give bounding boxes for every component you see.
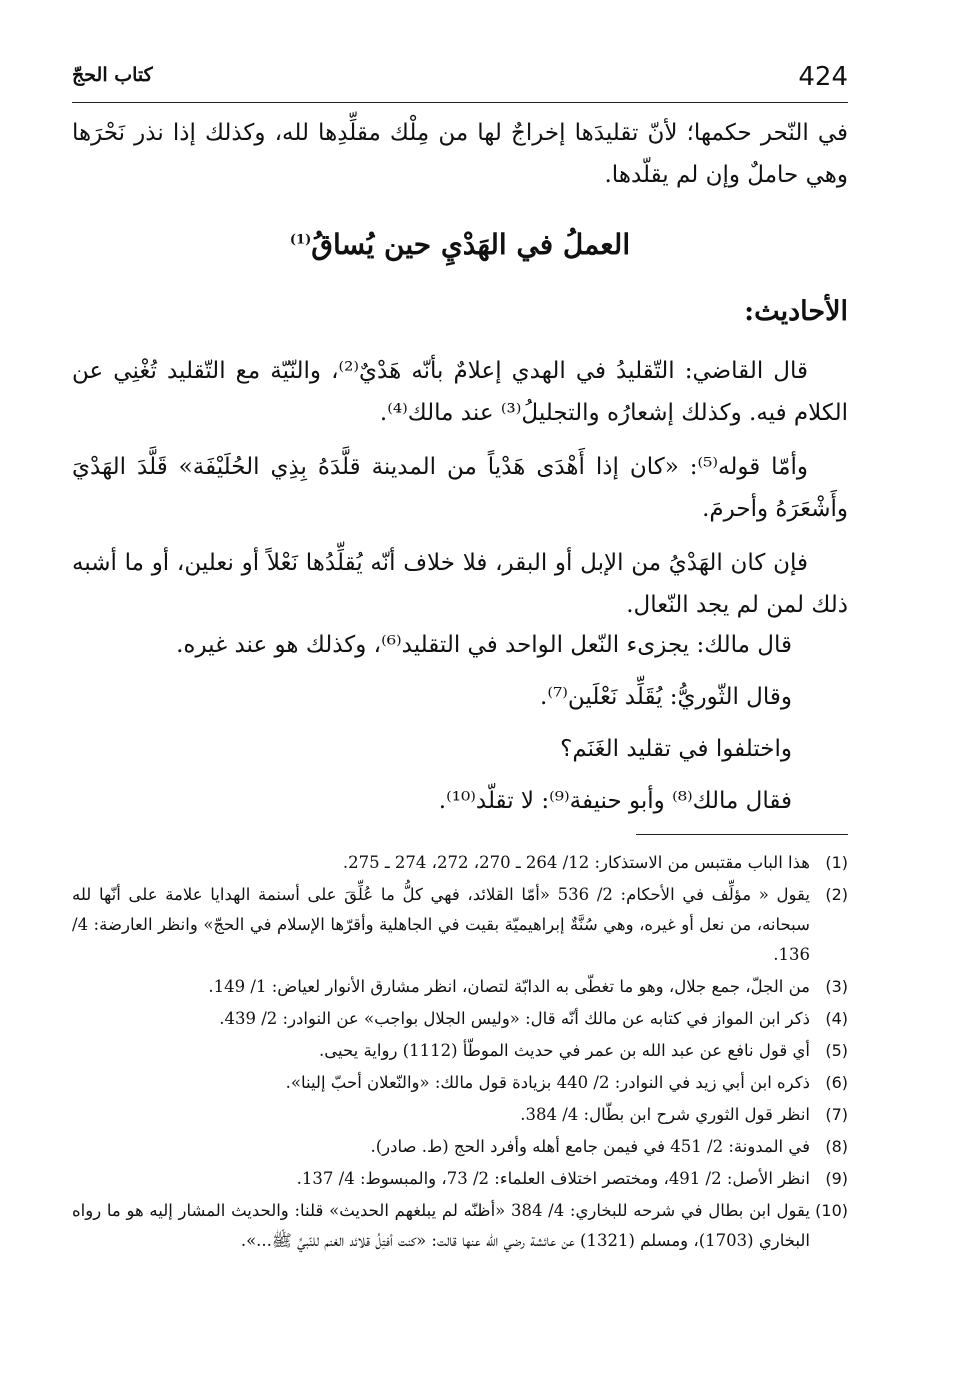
footnote-text: ذكره ابن أبي زيد في النوادر: 2/ 440 بزيادة قول مالك: «والنّعلان أحبّ إلينا». bbox=[285, 1073, 810, 1092]
footnote bbox=[72, 1068, 848, 1098]
footnote-text: أي قول نافع عن عبد الله بن عمر في حديث الموطّأ (1112) رواية يحيى. bbox=[318, 1041, 810, 1060]
line-ghanam: واختلفوا في تقليد الغَنَم؟ bbox=[560, 736, 792, 762]
line-abu-hanifa: فقال مالك⁽⁸⁾ وأبو حنيفة⁽⁹⁾: لا تقلّد⁽¹⁰⁾. bbox=[438, 788, 792, 814]
paragraph-continuation: في النّحر حكمها؛ لأنّ تقليدَها إخراجٌ لها من مِلْك مقلِّدِها لله، وكذلك إذا نذر نَحْرَها وهي حاملٌ وإن لم يقلّدها. bbox=[72, 120, 848, 188]
footnote-text: هذا الباب مقتبس من الاستذكار: 12/ 264 ـ 270، 272، 274 ـ 275. bbox=[342, 853, 810, 872]
footnote bbox=[72, 1164, 848, 1194]
footnote-number: (2) bbox=[825, 885, 848, 904]
footnote-text: من الجلّ، جمع جلال، وهو ما تغطّى به الدابّة لتصان، انظر مشارق الأنوار لعياض: 1/ 149. bbox=[208, 977, 810, 996]
footnote bbox=[72, 880, 848, 970]
footnote-number: (6) bbox=[825, 1073, 848, 1092]
footnote-number: (8) bbox=[825, 1137, 848, 1156]
footnote-text: في المدونة: 2/ 451 في فيمن جامع أهله وأفرد الحج (ط. صادر). bbox=[370, 1137, 810, 1156]
footnote-text: انظر الأصل: 2/ 491، ومختصر اختلاف العلماء: 2/ 73، والمبسوط: 4/ 137. bbox=[296, 1169, 810, 1188]
footnote-text: يقول ابن بطال في شرحه للبخاري: 4/ 384 «أظنّه لم يبلغهم الحديث» قلنا: والحديث المشار إليه هو ما رواه البخاري (1703)، ومسلم (1321) عن عائشة رضي الله عنها قالت: «كنت أفتِلُ قلائد الغنم للنّبيِّ ﷺ...». bbox=[72, 1201, 810, 1250]
footnote-text: يقول « مؤلِّف في الأحكام: 2/ 536 «أمّا القلائد، فهي كلُّ ما عُلِّقَ على أسنمة الهدايا علامة على أنّها لله سبحانه، من نعل أو غيره، وهي سُنَّةٌ إبراهيميّة بقيت في الجاهلية وأقرّها الإسلام في الحجّ» وانظر العارضة: 4/ 136. bbox=[72, 885, 810, 964]
footnote-number: (3) bbox=[825, 977, 848, 996]
paragraph-qadi: قال القاضي: التّقليدُ في الهدي إعلامٌ بأنّه هَدْيٌ⁽²⁾، والنّيّة مع التّقليد تُغْنِي عن الكلام فيه. وكذلك إشعارُه والتجليلُ⁽³⁾ عند مالك⁽⁴⁾. bbox=[72, 358, 848, 426]
footnote-number: (4) bbox=[825, 1009, 848, 1028]
footnote-number: (7) bbox=[825, 1105, 848, 1124]
footnote-text: انظر قول الثوري شرح ابن بطّال: 4/ 384. bbox=[520, 1105, 810, 1124]
section-title-footnote-ref: (1) bbox=[289, 232, 312, 248]
footnotes bbox=[72, 848, 848, 1258]
footnote-number: (10) bbox=[815, 1201, 848, 1220]
footnote-separator bbox=[636, 834, 848, 835]
footnote bbox=[72, 848, 848, 878]
section-title-text: العملُ في الهَدْيِ حين يُساقُ bbox=[311, 228, 631, 261]
footnote bbox=[72, 1004, 848, 1034]
footnote-number: (5) bbox=[825, 1041, 848, 1060]
line-thawri: وقال الثّوريُّ: يُقَلِّد نَعْلَين⁽⁷⁾. bbox=[540, 684, 792, 710]
footnote-number: (9) bbox=[825, 1169, 848, 1188]
footnote-number: (1) bbox=[825, 853, 848, 872]
footnote bbox=[72, 972, 848, 1002]
page-header bbox=[72, 58, 848, 103]
subheading-hadiths: الأحاديث: bbox=[744, 296, 848, 327]
paragraph-qawluhu: وأمّا قوله⁽⁵⁾: «كان إذا أَهْدَى هَدْياً من المدينة قلَّدَهُ بِذِي الحُلَيْفَة» قَلَّدَ الهَدْيَ وأَشْعَرَهُ وأحرمَ. bbox=[72, 454, 848, 522]
footnote bbox=[72, 1196, 848, 1256]
running-title: كتاب الحجّ bbox=[72, 64, 153, 86]
footnote-text: ذكر ابن المواز في كتابه عن مالك أنّه قال: «وليس الجلال بواجب» عن النوادر: 2/ 439. bbox=[219, 1009, 810, 1028]
paragraph-ibil: فإن كان الهَدْيُ من الإبل أو البقر، فلا خلاف أنّه يُقلِّدُها نَعْلاً أو نعلين، أو ما أشبه ذلك لمن لم يجد النّعال. bbox=[72, 550, 848, 618]
footnote bbox=[72, 1132, 848, 1162]
section-title bbox=[72, 228, 848, 261]
page-number: 424 bbox=[798, 62, 848, 92]
footnote bbox=[72, 1036, 848, 1066]
footnote bbox=[72, 1100, 848, 1130]
line-malik: قال مالك: يجزىء النّعل الواحد في التقليد⁽⁶⁾، وكذلك هو عند غيره. bbox=[176, 632, 792, 658]
